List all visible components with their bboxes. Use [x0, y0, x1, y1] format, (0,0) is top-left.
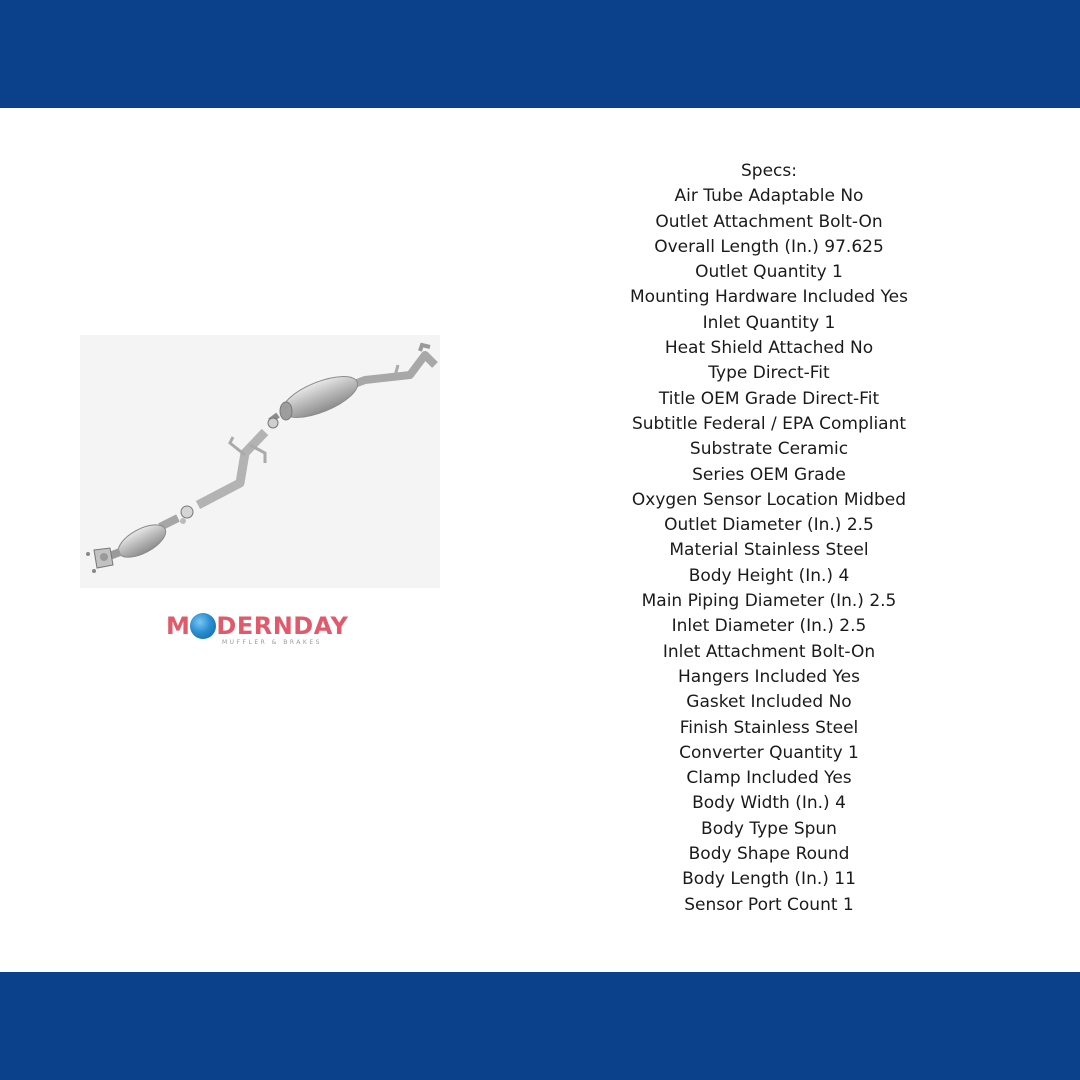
spec-line: Oxygen Sensor Location Midbed: [631, 489, 907, 510]
spec-line: Hangers Included Yes: [678, 666, 860, 687]
specs-heading: Specs:: [741, 161, 797, 181]
spec-line: Body Width (In.) 4: [692, 793, 846, 814]
spec-line: Inlet Quantity 1: [702, 312, 836, 333]
spec-line: Series OEM Grade: [692, 464, 846, 485]
top-banner: [0, 0, 1080, 108]
spec-line: Inlet Diameter (In.) 2.5: [671, 616, 867, 637]
spec-line: Main Piping Diameter (In.) 2.5: [641, 591, 897, 612]
bottom-banner: [0, 972, 1080, 1080]
product-image: [80, 335, 440, 588]
modernday-logo: [166, 612, 366, 652]
logo-tagline: MUFFLER & BRAKES: [222, 639, 322, 646]
logo-letter-m: M: [166, 612, 191, 640]
spec-line: Substrate Ceramic: [689, 439, 849, 460]
spec-line: Air Tube Adaptable No: [674, 186, 864, 207]
spec-line: Body Type Spun: [701, 818, 837, 839]
spec-line: Overall Length (In.) 97.625: [654, 236, 884, 257]
spec-line: Outlet Attachment Bolt-On: [655, 211, 883, 232]
spec-line: Clamp Included Yes: [686, 768, 852, 789]
spec-line: Material Stainless Steel: [669, 540, 869, 561]
specs-list: [580, 159, 958, 918]
spec-line: Outlet Diameter (In.) 2.5: [664, 515, 874, 536]
spec-line: Body Shape Round: [688, 844, 850, 865]
spec-line: Subtitle Federal / EPA Compliant: [631, 413, 907, 434]
spec-line: Title OEM Grade Direct-Fit: [658, 388, 880, 409]
spec-line: Mounting Hardware Included Yes: [630, 287, 908, 308]
spec-line: Gasket Included No: [686, 692, 852, 713]
spec-line: Body Height (In.) 4: [688, 565, 850, 586]
spec-line: Heat Shield Attached No: [664, 338, 874, 359]
spec-line: Body Length (In.) 11: [682, 869, 856, 890]
spec-line: Type Direct-Fit: [708, 363, 830, 384]
spec-line: Outlet Quantity 1: [695, 262, 843, 283]
spec-line: Converter Quantity 1: [679, 742, 859, 763]
spec-line: Finish Stainless Steel: [679, 717, 859, 738]
spec-line: Inlet Attachment Bolt-On: [662, 641, 876, 662]
logo-word-rest: DERNDAY: [216, 612, 349, 640]
spec-line: Sensor Port Count 1: [684, 894, 854, 915]
exhaust-system-illustration: [80, 335, 440, 588]
globe-icon: [190, 613, 216, 639]
